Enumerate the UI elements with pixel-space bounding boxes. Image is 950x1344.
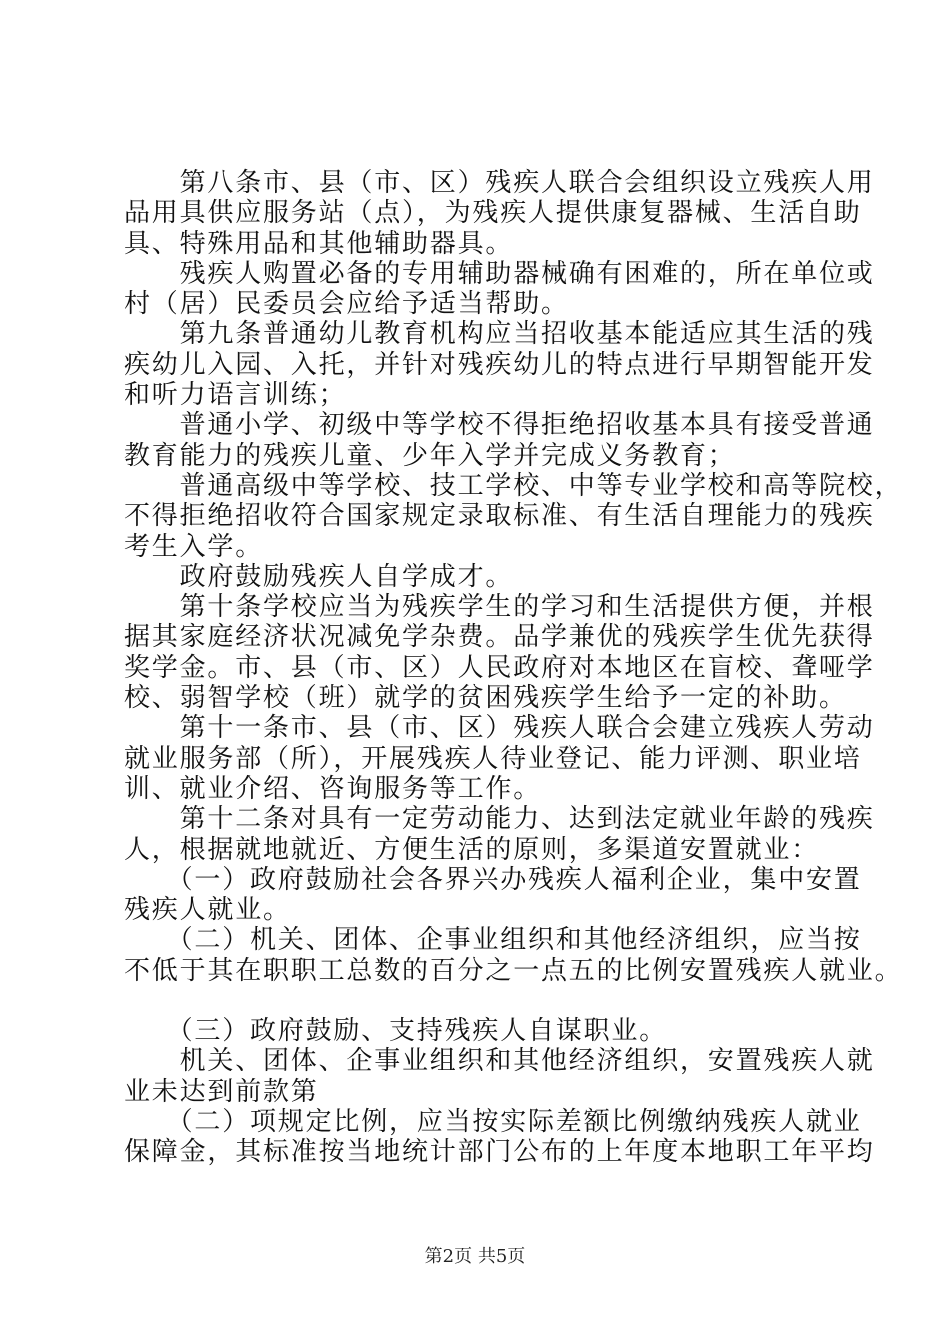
text-line: 疾幼儿入园、入托，并针对残疾幼儿的特点进行早期智能开发 xyxy=(124,349,875,380)
text-line: 机关、团体、企事业组织和其他经济组织，安置残疾人就 xyxy=(124,1046,875,1077)
text-line: 第十条学校应当为残疾学生的学习和生活提供方便，并根 xyxy=(124,592,875,623)
text-line: 据其家庭经济状况减免学杂费。品学兼优的残疾学生优先获得 xyxy=(124,622,875,653)
text-line: 第九条普通幼儿教育机构应当招收基本能适应其生活的残 xyxy=(124,319,875,350)
text-line: （二）机关、团体、企事业组织和其他经济组织，应当按 xyxy=(124,925,862,956)
text-line: 第十一条市、县（市、区）残疾人联合会建立残疾人劳动 xyxy=(124,713,875,744)
text-line: 人，根据就地就近、方便生活的原则，多渠道安置就业： xyxy=(124,834,820,865)
text-line: 不低于其在职职工总数的百分之一点五的比例安置残疾人就业。 xyxy=(124,955,903,986)
page-number-footer: 第2页 共5页 xyxy=(424,1246,526,1267)
text-line: 政府鼓励残疾人自学成才。 xyxy=(124,561,514,592)
text-line: 残疾人就业。 xyxy=(124,895,291,926)
text-line: 校、弱智学校（班）就学的贫困残疾学生给予一定的补助。 xyxy=(124,683,847,714)
text-line: 第八条市、县（市、区）残疾人联合会组织设立残疾人用 xyxy=(124,168,875,198)
text-line: 考生入学。 xyxy=(124,531,264,562)
text-line: 不得拒绝招收符合国家规定录取标准、有生活自理能力的残疾 xyxy=(124,501,875,532)
paragraph-group-2 xyxy=(124,1016,875,1168)
text-line: 第十二条对具有一定劳动能力、达到法定就业年龄的残疾 xyxy=(124,804,875,835)
text-line: 就业服务部（所），开展残疾人待业登记、能力评测、职业培 xyxy=(124,743,862,774)
text-line: 具、特殊用品和其他辅助器具。 xyxy=(124,228,514,259)
text-line: 普通小学、初级中等学校不得拒绝招收基本具有接受普通 xyxy=(124,410,875,441)
text-line: 教育能力的残疾儿童、少年入学并完成义务教育； xyxy=(124,440,736,471)
paragraph-spacer xyxy=(124,986,834,1016)
text-line: 训、就业介绍、咨询服务等工作。 xyxy=(124,773,542,804)
text-line: 品用具供应服务站（点），为残疾人提供康复器械、生活自助 xyxy=(124,198,862,229)
text-line: 普通高级中等学校、技工学校、中等专业学校和高等院校， xyxy=(124,470,903,501)
text-line: （一）政府鼓励社会各界兴办残疾人福利企业，集中安置 xyxy=(124,864,862,895)
document-body xyxy=(124,168,903,1168)
text-line: 保障金，其标准按当地统计部门公布的上年度本地职工年平均 xyxy=(124,1137,875,1168)
text-line: 和听力语言训练； xyxy=(124,380,347,411)
paragraph-group-1 xyxy=(124,168,903,986)
text-line: 奖学金。市、县（市、区）人民政府对本地区在盲校、聋哑学 xyxy=(124,652,875,683)
text-line: （三）政府鼓励、支持残疾人自谋职业。 xyxy=(124,1016,668,1047)
text-line: 村（居）民委员会应给予适当帮助。 xyxy=(124,289,569,320)
text-line: 业未达到前款第 xyxy=(124,1076,319,1107)
text-line: （二）项规定比例，应当按实际差额比例缴纳残疾人就业 xyxy=(124,1106,862,1137)
text-line: 残疾人购置必备的专用辅助器械确有困难的，所在单位或 xyxy=(124,258,875,289)
